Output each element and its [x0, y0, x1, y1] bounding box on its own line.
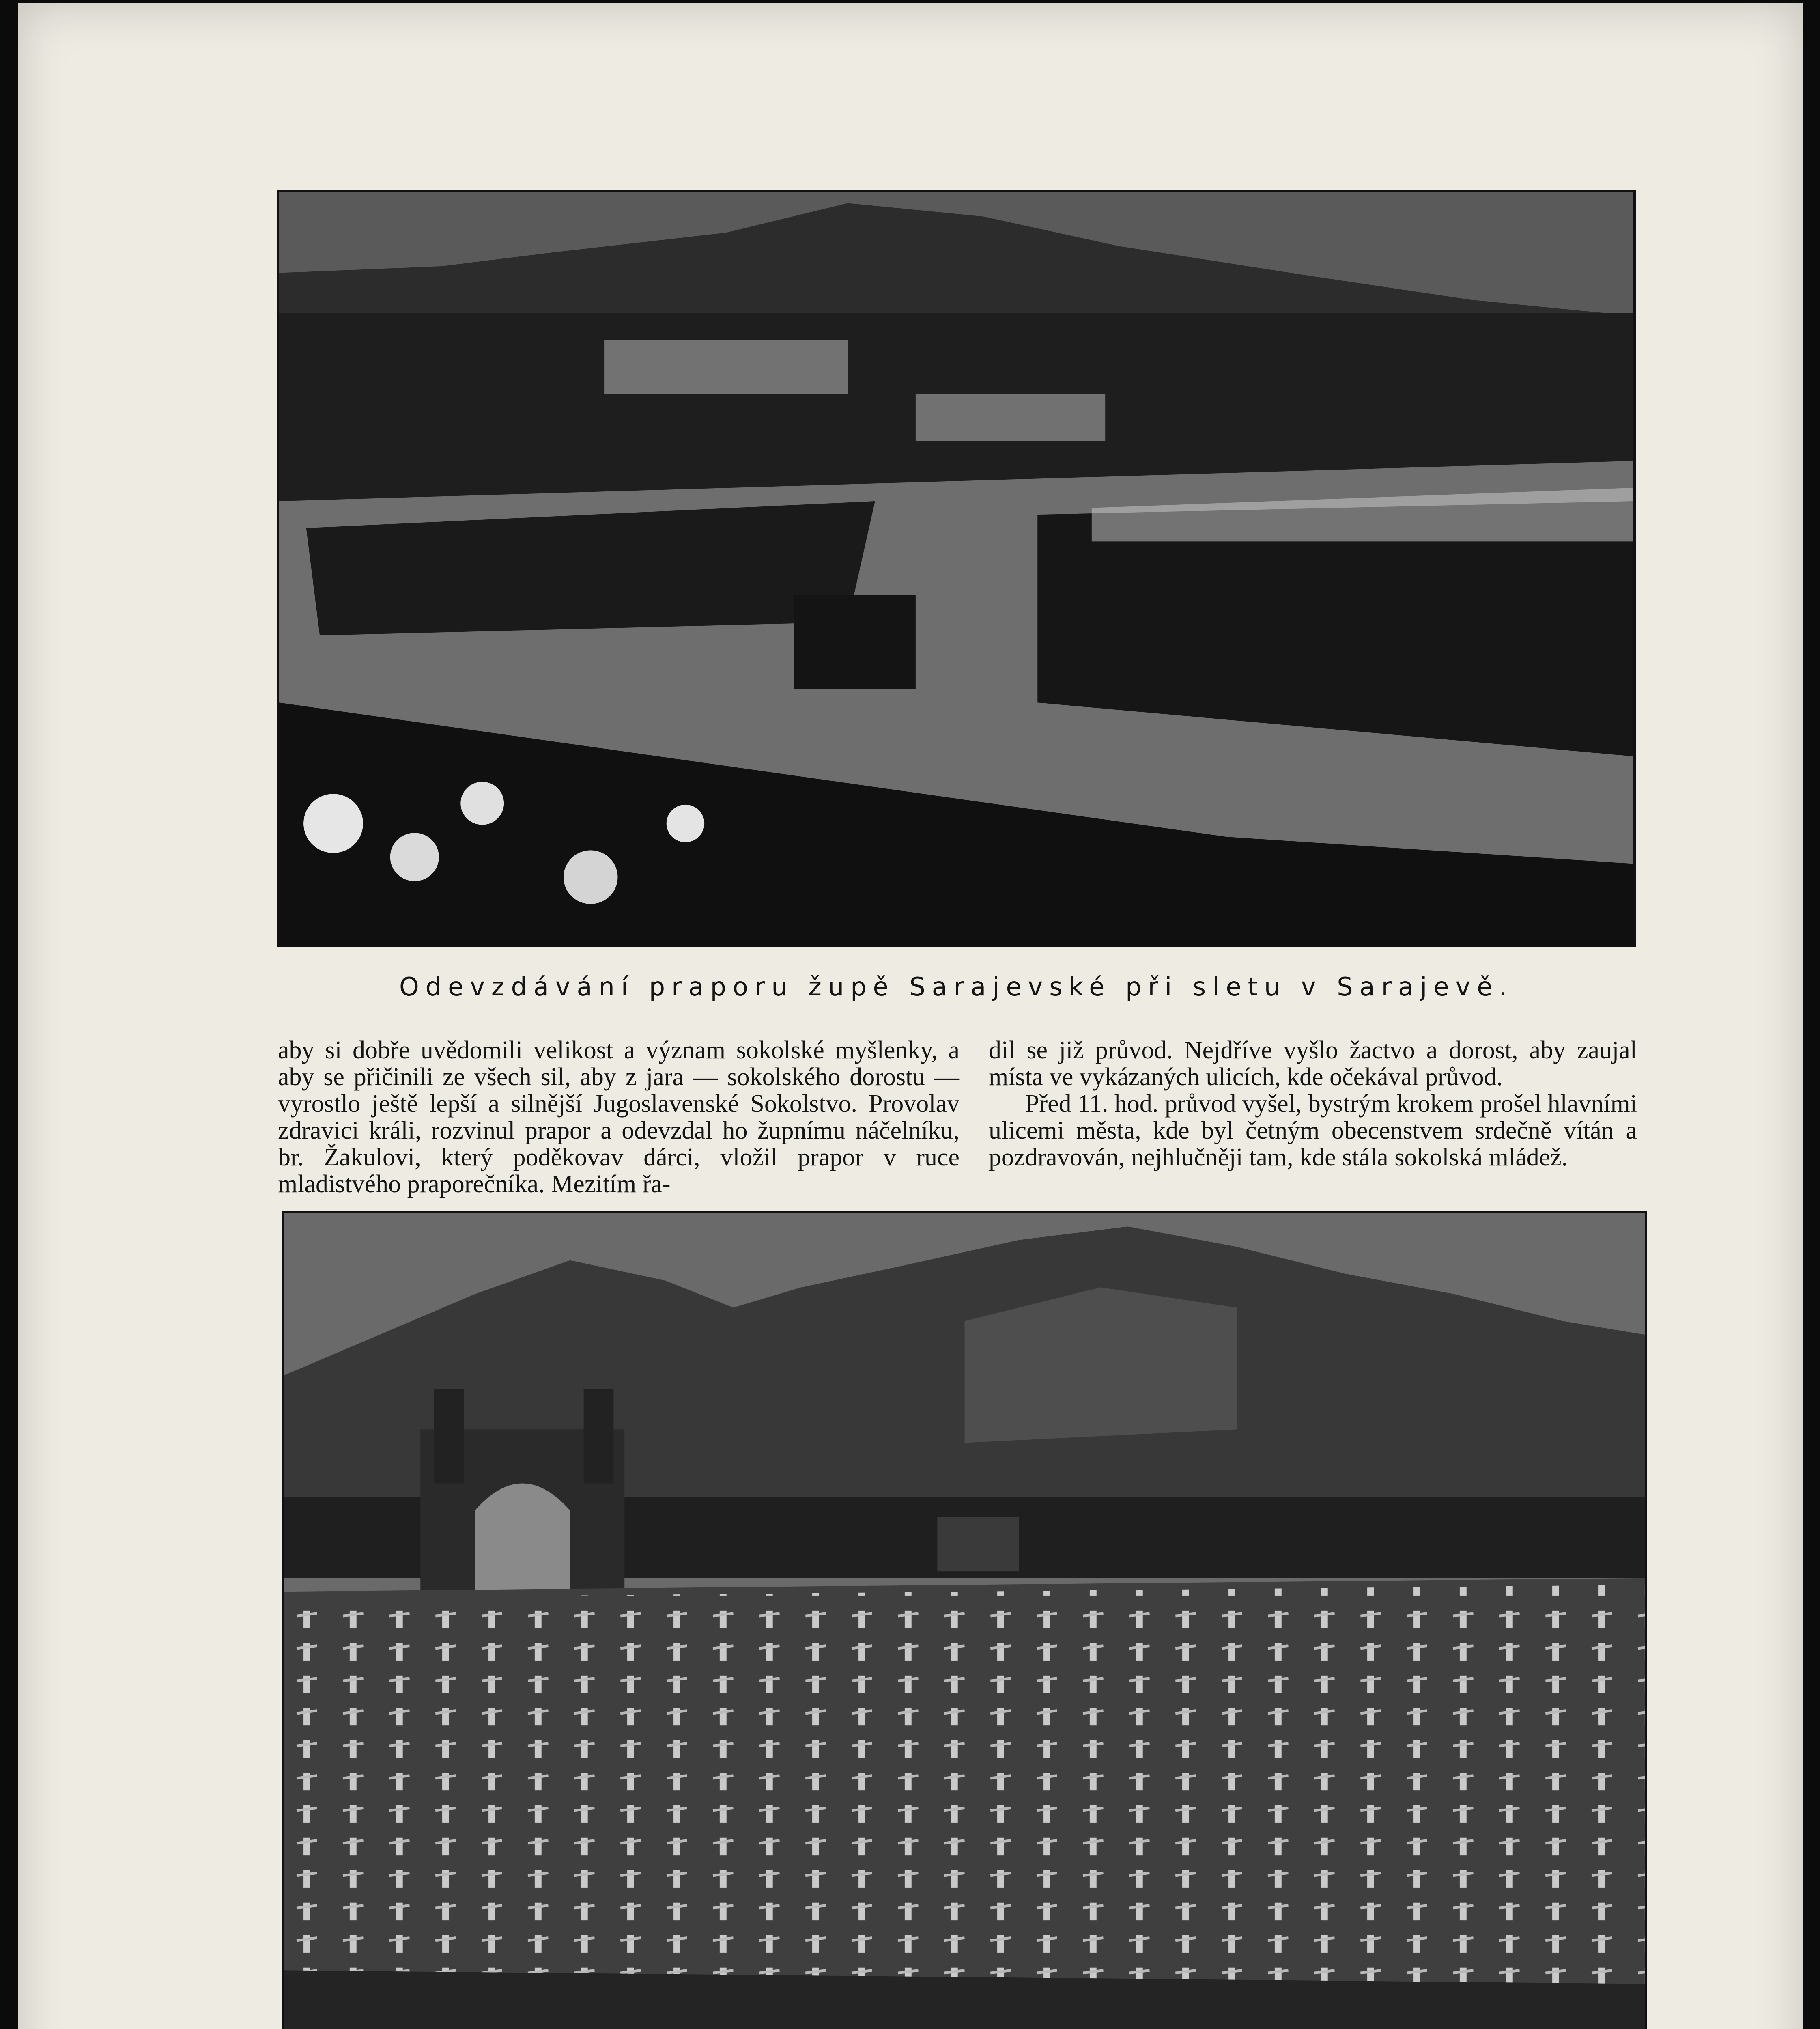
officials-group: [794, 595, 915, 689]
top-photo-caption: Odevzdávání praporu župě Sarajevské při sletu v Sarajevě.: [399, 972, 1514, 1002]
gate-tower: [434, 1389, 464, 1483]
gate-tower: [584, 1389, 614, 1483]
white-smoke: [916, 394, 1105, 441]
pavilion: [937, 1517, 1019, 1571]
straw-hat: [564, 850, 618, 904]
straw-hat: [667, 805, 704, 842]
grandstand-building: [604, 340, 848, 394]
right-paragraph-2: Před 11. hod. průvod vyšel, bystrým krokem prošel hlavními ulicemi města, kde byl četným obecenstvem srdečně vítán a pozdravován, nejhlučněji tam, kde stála sokolská mládež.: [989, 1090, 1637, 1171]
right-text-column: [989, 1037, 1637, 1171]
page: [18, 3, 1803, 2029]
straw-hat: [390, 833, 439, 881]
straw-hat: [303, 794, 363, 853]
photo-flag-handover: [277, 190, 1636, 947]
right-paragraph-1: dil se již průvod. Nejdříve vyšlo žactvo a dorost, aby zaujal místa ve vykázaných ulicích, kde očekával průvod.: [989, 1036, 1637, 1091]
left-paragraph: aby si dobře uvědomili velikost a význam sokolské myšlenky, a aby se přičinili ze všech sil, aby z jara — sokolského dorostu — vyrostlo ještě lepší a silnější Jugoslavenské Sokolstvo. Provolav zdravici králi, rozvinul prapor a odevzdal ho župnímu náčelníku, br. Žakulovi, který poděkovav dárci, vložil prapor v ruce mladistvého praporečníka. Mezitím řa-: [278, 1036, 959, 1198]
rows-of-gymnasts: [284, 1585, 1645, 2029]
flag-handover-scene: [279, 192, 1633, 944]
youth-exercise-scene: [284, 1213, 1645, 2029]
left-text-column: [278, 1037, 959, 1198]
straw-hat: [460, 782, 504, 825]
gate-arch: [475, 1484, 570, 1592]
photo-youth-exercise: [282, 1211, 1647, 2029]
